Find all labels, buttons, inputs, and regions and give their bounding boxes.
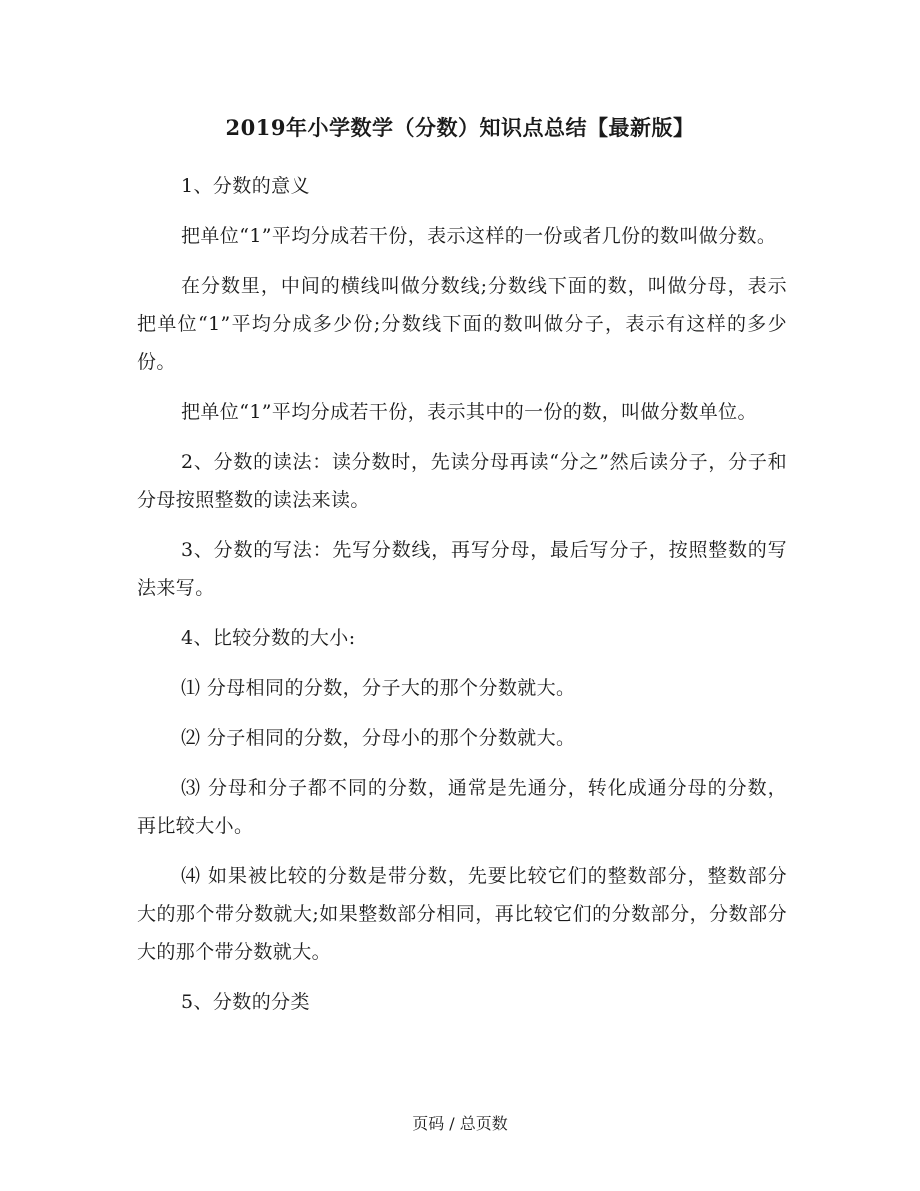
paragraph-fraction-parts: 在分数里，中间的横线叫做分数线;分数线下面的数，叫做分母，表示把单位“1”平均分成多少份;分数线下面的数叫做分子，表示有这样的多少份。 [137, 275, 787, 373]
document-body [137, 167, 787, 1033]
paragraph-fraction-unit: 把单位“1”平均分成若干份，表示其中的一份的数，叫做分数单位。 [181, 401, 757, 423]
list-item-compare-4: ⑷ 如果被比较的分数是带分数，先要比较它们的整数部分，整数部分大的那个带分数就大;如果整数部分相同，再比较它们的分数部分，分数部分大的那个带分数就大。 [137, 865, 787, 963]
heading-fraction-classification: 5、分数的分类 [181, 991, 310, 1013]
list-item-compare-2: ⑵ 分子相同的分数，分母小的那个分数就大。 [181, 727, 576, 749]
paragraph-fraction-reading: 2、分数的读法：读分数时，先读分母再读“分之”然后读分子，分子和分母按照整数的读法来读。 [137, 451, 787, 511]
list-item-compare-3: ⑶ 分母和分子都不同的分数，通常是先通分，转化成通分母的分数，再比较大小。 [137, 777, 787, 837]
paragraph-fraction-writing: 3、分数的写法：先写分数线，再写分母，最后写分子，按照整数的写法来写。 [137, 539, 787, 599]
page-footer: 页码 / 总页数 [412, 1114, 508, 1133]
list-item-compare-1: ⑴ 分母相同的分数，分子大的那个分数就大。 [181, 677, 576, 699]
heading-fraction-meaning: 1、分数的意义 [181, 175, 310, 197]
heading-compare-fractions: 4、比较分数的大小: [181, 627, 356, 649]
document-title: 2019年小学数学（分数）知识点总结【最新版】 [225, 115, 695, 140]
paragraph-fraction-definition: 把单位“1”平均分成若干份，表示这样的一份或者几份的数叫做分数。 [181, 225, 777, 247]
